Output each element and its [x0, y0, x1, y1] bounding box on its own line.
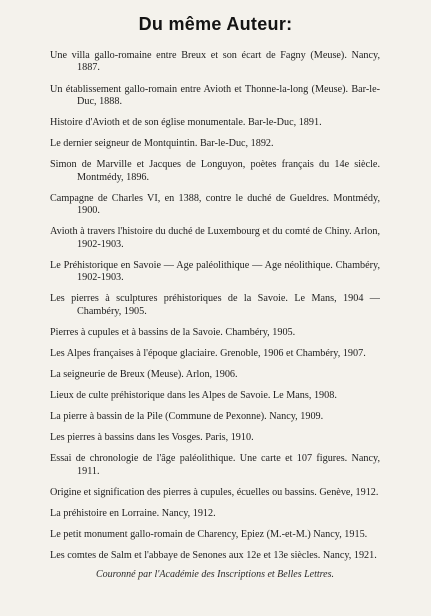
page-title: Du même Auteur: [138, 14, 293, 34]
list-item: Une villa gallo-romaine entre Breux et son écart de Fagny (Meuse). Nancy, 1887. [50, 50, 380, 74]
list-item: Essai de chronologie de l'âge paléolithique. Une carte et 107 figures. Nancy, 1911. [50, 453, 380, 477]
list-item: Les pierres à sculptures préhistoriques de la Savoie. Le Mans, 1904 — Chambéry, 1905. [50, 293, 380, 317]
award-note: Couronné par l'Académie des Inscriptions et Belles Lettres. [95, 569, 335, 580]
list-item: Le petit monument gallo-romain de Charency, Epiez (M.-et-M.) Nancy, 1915. [50, 528, 368, 540]
list-item: Un établissement gallo-romain entre Avioth et Thonne-la-long (Meuse). Bar-le-Duc, 1888. [50, 83, 380, 107]
list-item: Les comtes de Salm et l'abbaye de Senones aux 12e et 13e siècles. Nancy, 1921. [50, 550, 377, 562]
list-item: Les Alpes françaises à l'époque glaciaire. Grenoble, 1906 et Chambéry, 1907. [50, 347, 366, 359]
list-item: La préhistoire en Lorraine. Nancy, 1912. [50, 507, 216, 519]
list-item: Simon de Marville et Jacques de Longuyon, poètes français du 14e siècle. Montmédy, 1896. [50, 159, 380, 183]
list-item: Le dernier seigneur de Montquintin. Bar-le-Duc, 1892. [50, 138, 274, 150]
list-item: Les pierres à bassins dans les Vosges. Paris, 1910. [50, 432, 254, 444]
list-item: La seigneurie de Breux (Meuse). Arlon, 1906. [50, 368, 238, 380]
list-item: Pierres à cupules et à bassins de la Savoie. Chambéry, 1905. [50, 326, 296, 338]
list-item: Avioth à travers l'histoire du duché de Luxembourg et du comté de Chiny. Arlon, 1902-1903. [50, 226, 380, 250]
list-item: La pierre à bassin de la Pile (Commune de Pexonne). Nancy, 1909. [50, 411, 324, 423]
list-item: Origine et signification des pierres à cupules, écuelles ou bassins. Genève, 1912. [50, 486, 379, 498]
bibliography-list [50, 50, 380, 571]
list-item: Campagne de Charles VI, en 1388, contre le duché de Gueldres. Montmédy, 1900. [50, 192, 380, 217]
list-item: Histoire d'Avioth et de son église monumentale. Bar-le-Duc, 1891. [50, 117, 322, 128]
list-item: Lieux de culte préhistorique dans les Alpes de Savoie. Le Mans, 1908. [50, 389, 337, 401]
list-item: Le Préhistorique en Savoie — Age paléolithique — Age néolithique. Chambéry, 1902-1903. [50, 259, 380, 284]
